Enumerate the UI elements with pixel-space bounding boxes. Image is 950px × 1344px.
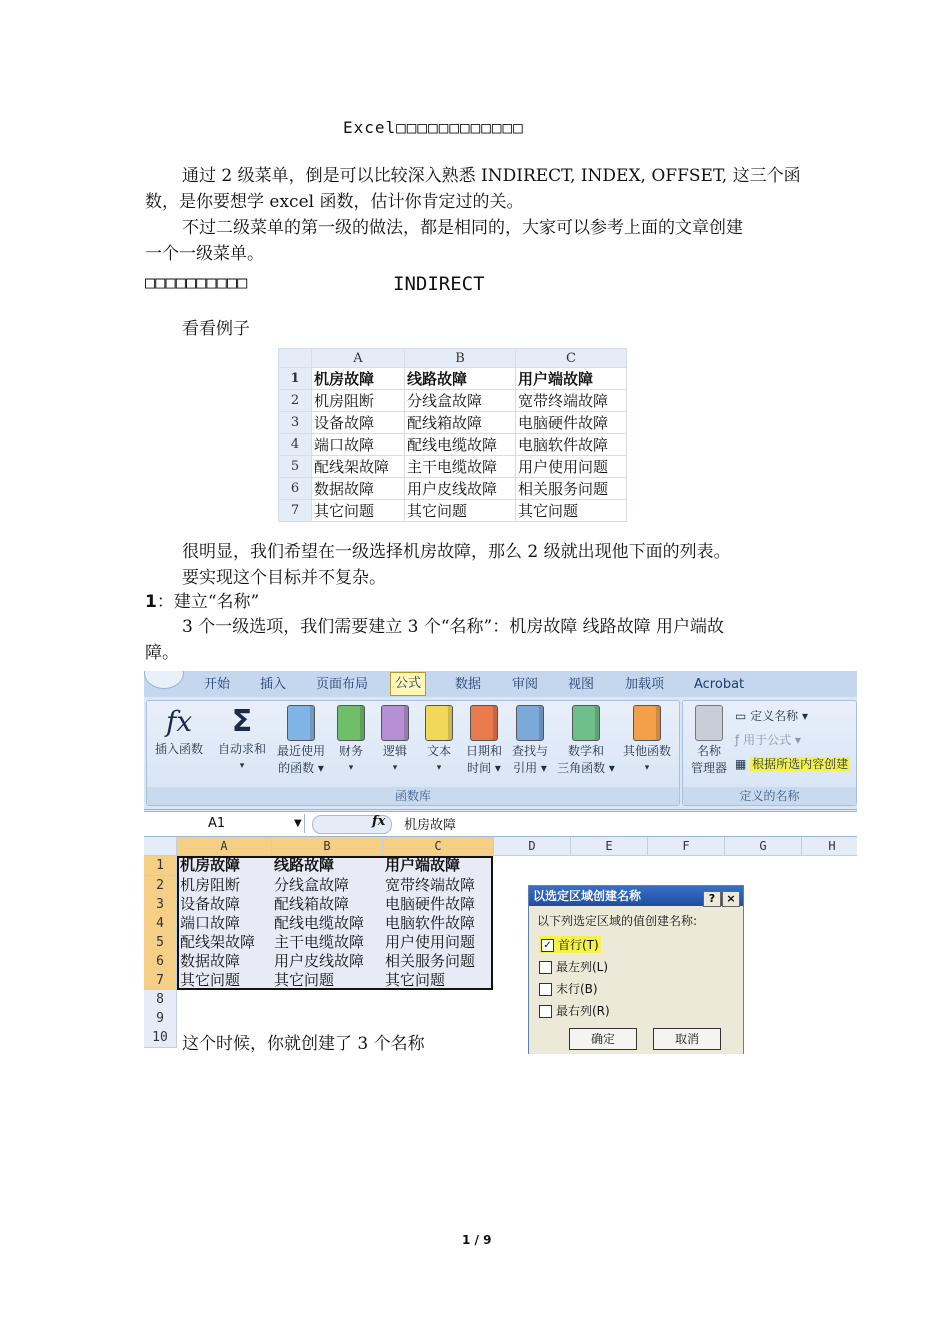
tab-addins[interactable]: 加载项: [625, 677, 665, 692]
right-column-checkbox[interactable]: [539, 1002, 610, 1019]
table-cell: 配线电缆故障: [405, 434, 516, 456]
date-book-icon: [470, 705, 498, 741]
table-cell: 配线架故障: [312, 456, 405, 478]
example-spreadsheet: [278, 348, 627, 522]
button-label: 查找与: [511, 744, 548, 758]
office-button[interactable]: [144, 671, 184, 689]
excel-screenshot: [144, 671, 857, 1054]
defined-names-group: [682, 700, 857, 806]
button-label: 数学和: [567, 744, 604, 758]
column-header[interactable]: E: [571, 837, 648, 856]
button-label-2: 时间 ▾: [467, 761, 501, 775]
row-number: 6: [279, 478, 312, 500]
cancel-button[interactable]: 取消: [653, 1028, 721, 1050]
define-name-button[interactable]: [735, 707, 808, 724]
table-row: [279, 478, 627, 500]
row-header[interactable]: 8: [144, 990, 177, 1010]
button-label: 文本: [426, 744, 451, 758]
grid-cell[interactable]: 配线架故障: [180, 933, 256, 951]
table-row: [279, 390, 627, 412]
paragraph-1: 通过 2 级菜单，倒是可以比较深入熟悉 INDIRECT, INDEX, OFFSET, 这三个函: [182, 166, 801, 186]
help-icon[interactable]: ?: [703, 891, 721, 907]
button-label: 用于公式 ▾: [743, 733, 801, 747]
table-cell: 机房阻断: [312, 390, 405, 412]
step-heading: [145, 589, 259, 615]
grid-cell[interactable]: 用户使用问题: [385, 933, 476, 951]
dialog-title: 以选定区域创建名称: [533, 889, 642, 903]
ribbon: [144, 697, 857, 810]
row-header[interactable]: 9: [144, 1009, 177, 1029]
column-header[interactable]: A: [177, 837, 272, 856]
dropdown-arrow: ▾: [644, 763, 650, 773]
row-header[interactable]: 10: [144, 1028, 177, 1048]
recent-functions-button[interactable]: [273, 705, 329, 777]
table-row: [279, 500, 627, 522]
grid-cell[interactable]: 线路故障: [274, 856, 335, 874]
button-label-2: 管理器: [690, 761, 727, 775]
checkbox-box: [539, 1005, 552, 1018]
tab-data[interactable]: 数据: [455, 677, 482, 692]
name-manager-icon: [695, 705, 723, 741]
row-number: 1: [279, 368, 312, 390]
button-label: 逻辑: [382, 744, 407, 758]
logical-button[interactable]: [377, 705, 413, 777]
checkbox-label: 末行(B): [556, 982, 598, 996]
grid-cell[interactable]: 用户端故障: [385, 856, 461, 874]
column-header: A: [312, 349, 405, 368]
table-row: [279, 434, 627, 456]
checkmark-icon: ✓: [541, 939, 554, 952]
autosum-button[interactable]: [213, 705, 271, 775]
name-box[interactable]: [144, 814, 305, 833]
tab-formulas[interactable]: 公式: [390, 672, 426, 696]
create-from-selection-button[interactable]: [735, 755, 850, 772]
finance-book-icon: [337, 705, 365, 741]
column-header[interactable]: C: [383, 837, 494, 856]
row-header[interactable]: 3: [144, 895, 177, 915]
column-header: C: [516, 349, 627, 368]
table-cell: 配线箱故障: [405, 412, 516, 434]
grid-cell[interactable]: 相关服务问题: [385, 952, 476, 970]
ok-button[interactable]: 确定: [569, 1028, 637, 1050]
checkbox-label: 首行(T): [558, 938, 599, 952]
table-cell: 主干电缆故障: [405, 456, 516, 478]
grid-cell[interactable]: 其它问题: [274, 971, 335, 989]
math-book-icon: [572, 705, 600, 741]
table-cell: 其它问题: [405, 500, 516, 522]
table-cell: 电脑软件故障: [516, 434, 627, 456]
row-header[interactable]: 1: [144, 856, 177, 876]
page-number: 1 / 9: [462, 1233, 492, 1247]
left-column-checkbox[interactable]: [539, 958, 608, 975]
button-label-2: 的函数 ▾: [278, 761, 324, 775]
lookup-reference-button[interactable]: [508, 705, 552, 777]
create-names-dialog: [528, 885, 744, 1054]
corner-cell: [279, 349, 312, 368]
table-cell: 端口故障: [312, 434, 405, 456]
top-row-checkbox[interactable]: [539, 936, 601, 953]
tab-acrobat[interactable]: Acrobat: [694, 677, 745, 692]
lookup-book-icon: [516, 705, 544, 741]
table-cell: 相关服务问题: [516, 478, 627, 500]
paragraph-4: 要实现这个目标并不复杂。: [182, 568, 386, 588]
ribbon-tab-bar: [144, 671, 857, 697]
function-library-group: [146, 700, 680, 806]
table-cell: 分线盒故障: [405, 390, 516, 412]
table-cell: 宽带终端故障: [516, 390, 627, 412]
step-number: 1: [145, 592, 157, 612]
grid-cell[interactable]: 电脑硬件故障: [385, 895, 476, 913]
logic-book-icon: [381, 705, 409, 741]
tab-review[interactable]: 审阅: [512, 677, 539, 692]
paragraph-5-cont: 障。: [145, 643, 179, 663]
grid-cell[interactable]: 其它问题: [180, 971, 241, 989]
grid-cell[interactable]: 其它问题: [385, 971, 446, 989]
grid-cell[interactable]: 配线电缆故障: [274, 914, 365, 932]
more-books-icon: [633, 705, 661, 741]
button-label: 自动求和: [217, 742, 266, 756]
dialog-title-bar: [529, 886, 743, 906]
dropdown-arrow: ▾: [348, 763, 354, 773]
step-label: ：建立“名称”: [156, 592, 260, 612]
checkbox-label: 最左列(L): [556, 960, 609, 974]
math-trig-button[interactable]: [554, 705, 618, 777]
table-cell: 线路故障: [405, 368, 516, 390]
fx-icon[interactable]: fx: [372, 814, 386, 829]
grid-cell[interactable]: 用户皮线故障: [274, 952, 365, 970]
tab-view[interactable]: 视图: [568, 677, 595, 692]
column-header[interactable]: F: [648, 837, 725, 856]
grid-cell[interactable]: 数据故障: [180, 952, 241, 970]
button-label: 定义名称 ▾: [750, 709, 809, 723]
grid-cell[interactable]: 主干电缆故障: [274, 933, 365, 951]
dropdown-arrow: ▾: [436, 763, 442, 773]
more-functions-button[interactable]: [619, 705, 675, 777]
button-label-2: 三角函数 ▾: [557, 761, 615, 775]
row-header[interactable]: 7: [144, 971, 177, 991]
bottom-row-checkbox[interactable]: [539, 980, 598, 997]
row-header[interactable]: 5: [144, 933, 177, 953]
fx-icon: fx: [166, 705, 193, 738]
table-cell: 机房故障: [312, 368, 405, 390]
paragraph-2-cont: 一个一级菜单。: [145, 244, 264, 264]
checkbox-label: 最右列(R): [556, 1004, 610, 1018]
row-header[interactable]: 6: [144, 952, 177, 972]
worksheet-grid: [144, 837, 857, 1054]
column-header[interactable]: H: [802, 837, 857, 856]
select-all-corner[interactable]: [144, 837, 177, 856]
sigma-icon: Σ: [231, 704, 253, 739]
grid-cell[interactable]: 机房故障: [180, 856, 241, 874]
create-from-selection-icon: ▦: [735, 757, 747, 771]
column-header[interactable]: G: [725, 837, 802, 856]
checkbox-box: [539, 961, 552, 974]
chevron-down-icon[interactable]: ▼: [294, 818, 302, 829]
button-label: 名称: [696, 744, 721, 758]
button-label: 最近使用: [276, 744, 325, 758]
row-header[interactable]: 2: [144, 876, 177, 896]
grid-cell[interactable]: 设备故障: [180, 895, 241, 913]
group-title: 定义的名称: [683, 787, 856, 805]
row-header[interactable]: 4: [144, 914, 177, 934]
button-label: 插入函数: [154, 742, 203, 756]
recent-book-icon: [287, 705, 315, 741]
table-row: [279, 412, 627, 434]
table-cell: 用户使用问题: [516, 456, 627, 478]
section-heading-prefix: □□□□□□□□□□: [145, 273, 248, 293]
financial-button[interactable]: [333, 705, 369, 777]
grid-cell[interactable]: 宽带终端故障: [385, 876, 476, 894]
button-label: 根据所选内容创建: [752, 757, 849, 771]
grid-cell[interactable]: 机房阻断: [180, 876, 241, 894]
grid-cell[interactable]: 电脑软件故障: [385, 914, 476, 932]
tab-insert[interactable]: 插入: [260, 677, 287, 692]
date-time-button[interactable]: [463, 705, 505, 777]
row-number: 5: [279, 456, 312, 478]
table-row: [279, 368, 627, 390]
text-button[interactable]: [421, 705, 457, 777]
text-book-icon: [425, 705, 453, 741]
grid-cell[interactable]: 分线盒故障: [274, 876, 350, 894]
button-label: 日期和: [465, 744, 502, 758]
button-label: 财务: [338, 744, 363, 758]
grid-cell[interactable]: 端口故障: [180, 914, 241, 932]
table-cell: 其它问题: [516, 500, 627, 522]
tab-page-layout[interactable]: 页面布局: [316, 677, 369, 692]
caption: 这个时候，你就创建了 3 个名称: [182, 1034, 425, 1054]
table-row: [279, 456, 627, 478]
example-label: 看看例子: [182, 319, 250, 339]
close-icon[interactable]: ×: [722, 891, 740, 907]
checkbox-box: [539, 983, 552, 996]
row-number: 7: [279, 500, 312, 522]
paragraph-1-cont: 数，是你要想学 excel 函数，估计你肯定过的关。: [145, 192, 524, 212]
formula-bar: [144, 811, 857, 837]
dialog-prompt: 以下列选定区域的值创建名称:: [537, 914, 698, 928]
paragraph-2: 不过二级菜单的第一级的做法，都是相同的，大家可以参考上面的文章创建: [182, 218, 743, 238]
dropdown-arrow: ▾: [392, 763, 398, 773]
row-number: 2: [279, 390, 312, 412]
button-label-2: 引用 ▾: [513, 761, 547, 775]
row-number: 3: [279, 412, 312, 434]
column-header[interactable]: B: [272, 837, 383, 856]
group-title: 函数库: [147, 787, 679, 805]
name-box-value: A1: [208, 816, 226, 831]
grid-cell[interactable]: 配线箱故障: [274, 895, 350, 913]
table-cell: 其它问题: [312, 500, 405, 522]
paragraph-3: 很明显，我们希望在一级选择机房故障，那么 2 级就出现他下面的列表。: [182, 542, 731, 562]
name-manager-button[interactable]: [685, 705, 733, 777]
column-header: B: [405, 349, 516, 368]
formula-input[interactable]: 机房故障: [404, 818, 457, 833]
table-cell: 电脑硬件故障: [516, 412, 627, 434]
row-number: 4: [279, 434, 312, 456]
paragraph-5: 3 个一级选项，我们需要建立 3 个“名称”：机房故障 线路故障 用户端故: [182, 617, 725, 637]
define-name-icon: ▭: [735, 709, 747, 723]
use-in-formula-button[interactable]: [735, 731, 801, 748]
column-header[interactable]: D: [494, 837, 571, 856]
insert-function-button[interactable]: [149, 705, 209, 758]
dropdown-arrow: ▾: [239, 761, 245, 771]
document-title: Excel□□□□□□□□□□□□: [343, 118, 524, 137]
section-heading-function: INDIRECT: [393, 273, 485, 295]
button-label: 其他函数: [622, 744, 671, 758]
tab-home[interactable]: 开始: [204, 677, 231, 692]
table-cell: 数据故障: [312, 478, 405, 500]
table-cell: 用户皮线故障: [405, 478, 516, 500]
table-cell: 设备故障: [312, 412, 405, 434]
table-cell: 用户端故障: [516, 368, 627, 390]
fx-small-icon: ƒ: [735, 733, 740, 747]
